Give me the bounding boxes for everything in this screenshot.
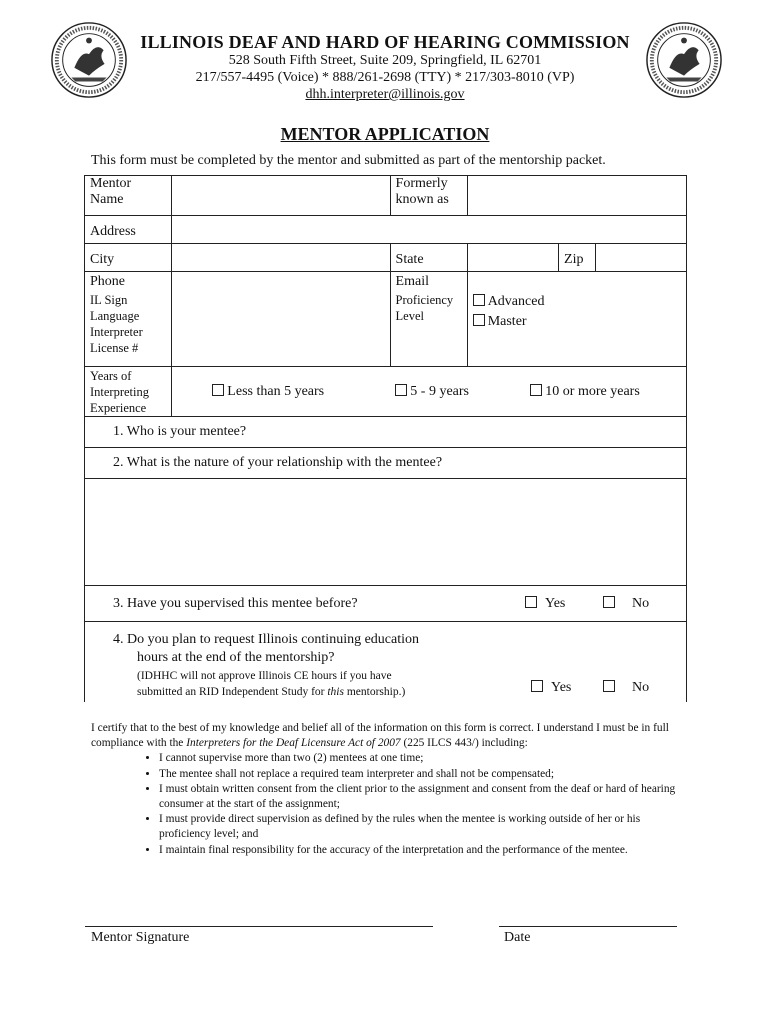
certification-text: I certify that to the best of my knowledge and belief all of the information on this form is correct. I understand I must be in full compliance with the Interpreters for the Deaf Licensure Act of 2007 (225 ILCS 443/) including: • I cannot supervise more than two (2) mentees at one time; • The mentee shall not replace a required team interpreter and shall not be compensated; • I must obtain written consent from the client prior to the assignment and consent from the deaf or hard of hearing consumer at the start of the assignment; • I must provide direct supervision as defined by the rules when the mentee is working outside of her or his proficiency level; and • I maintain final responsibility for the accuracy of the interpretation and the performance of the mentee. — [91, 721, 691, 858]
license-label: IL Sign — [90, 293, 128, 307]
date-label: Date — [504, 930, 531, 945]
certification-list — [91, 751, 691, 857]
question-1: 1. Who is your mentee? — [85, 417, 687, 448]
mentor-signature-line[interactable] — [85, 926, 433, 927]
act-title: Interpreters for the Deaf Licensure Act of 2007 — [186, 737, 401, 750]
certification-item: • I maintain final responsibility for the accuracy of the interpretation and the performance of the mentee. — [159, 843, 691, 858]
checkbox-icon[interactable] — [395, 384, 407, 396]
proficiency-advanced-option[interactable]: Advanced — [473, 294, 681, 310]
application-form — [84, 175, 687, 702]
page-title: MENTOR APPLICATION — [280, 124, 490, 144]
address-label: Address — [85, 216, 172, 244]
phone-label: Phone — [90, 274, 125, 289]
org-phones: 217/557-4495 (Voice) * 888/261-2698 (TTY) * 217/303-8010 (VP) — [195, 70, 575, 85]
question-4: 4. Do you plan to request Illinois continuing education — [113, 632, 420, 647]
checkbox-icon[interactable] — [212, 384, 224, 396]
checkbox-icon[interactable] — [473, 314, 485, 326]
certification-item: • I cannot supervise more than two (2) mentees at one time; — [159, 751, 691, 766]
certification-item: • I must provide direct supervision as defined by the rules when the mentee is working outside of her or his proficiency level; and — [159, 812, 691, 842]
zip-field[interactable] — [595, 244, 686, 272]
question-3: 3. Have you supervised this mentee before? — [113, 595, 358, 611]
mentor-signature-label: Mentor Signature — [91, 930, 190, 945]
checkbox-icon[interactable] — [473, 294, 485, 306]
checkbox-icon[interactable] — [603, 680, 615, 692]
mentor-name-label: Mentor Name — [85, 176, 172, 216]
years-10-plus-option[interactable]: 10 or more years — [530, 384, 639, 400]
mentor-name-field[interactable] — [172, 176, 390, 216]
question-2: 2. What is the nature of your relationship with the mentee? — [85, 448, 687, 479]
years-5-9-option[interactable]: 5 - 9 years — [395, 384, 469, 400]
zip-label: Zip — [559, 244, 596, 272]
phone-license-label: Phone IL Sign Language Interpreter License # — [85, 272, 172, 367]
city-label: City — [85, 244, 172, 272]
certification-item: • The mentee shall not replace a required team interpreter and shall not be compensated; — [159, 767, 691, 782]
checkbox-icon[interactable] — [530, 384, 542, 396]
years-less-5-option[interactable]: Less than 5 years — [212, 384, 324, 400]
certification-item: • I must obtain written consent from the client prior to the assignment and consent from the deaf or hard of hearing consumer at the start of the assignment; — [159, 782, 691, 812]
years-experience-label: Years of Interpreting Experience — [85, 367, 172, 417]
org-name: ILLINOIS DEAF AND HARD OF HEARING COMMISSION — [140, 32, 630, 52]
date-line[interactable] — [499, 926, 677, 927]
question-3-row — [85, 586, 687, 622]
q4-no-option[interactable]: No — [603, 680, 649, 696]
email-label: Email — [395, 274, 429, 289]
question-4-note: (IDHHC will not approve Illinois CE hours if you have — [137, 670, 392, 682]
email-proficiency-label: Email Proficiency Level — [390, 272, 467, 367]
checkbox-icon[interactable] — [603, 596, 615, 608]
years-experience-options — [172, 367, 687, 417]
proficiency-master-option[interactable]: Master — [473, 314, 681, 330]
intro-text: This form must be completed by the mentor and submitted as part of the mentorship packet. — [91, 153, 606, 168]
org-address: 528 South Fifth Street, Suite 209, Springfield, IL 62701 — [228, 53, 542, 68]
q3-no-option[interactable]: No — [603, 596, 649, 612]
checkbox-icon[interactable] — [531, 680, 543, 692]
q3-yes-option[interactable]: Yes — [525, 596, 565, 612]
formerly-known-field[interactable] — [467, 176, 686, 216]
org-email-link[interactable]: dhh.interpreter@illinois.gov — [305, 87, 465, 102]
state-field[interactable] — [467, 244, 558, 272]
state-label: State — [390, 244, 467, 272]
proficiency-label: Proficiency — [395, 293, 454, 307]
phone-license-field[interactable] — [172, 272, 390, 367]
address-field[interactable] — [172, 216, 687, 244]
question-2-answer-field[interactable] — [85, 479, 687, 586]
question-4-row: 4. Do you plan to request Illinois continuing education hours at the end of the mentorship? (IDHHC will not approve Illinois CE hours if you have submitted an RID Independent Study for this mentorship.) Yes No — [85, 622, 687, 703]
email-proficiency-field[interactable] — [467, 272, 686, 367]
formerly-known-label: Formerly known as — [390, 176, 467, 216]
city-field[interactable] — [172, 244, 390, 272]
checkbox-icon[interactable] — [525, 596, 537, 608]
q4-yes-option[interactable]: Yes — [531, 680, 571, 696]
